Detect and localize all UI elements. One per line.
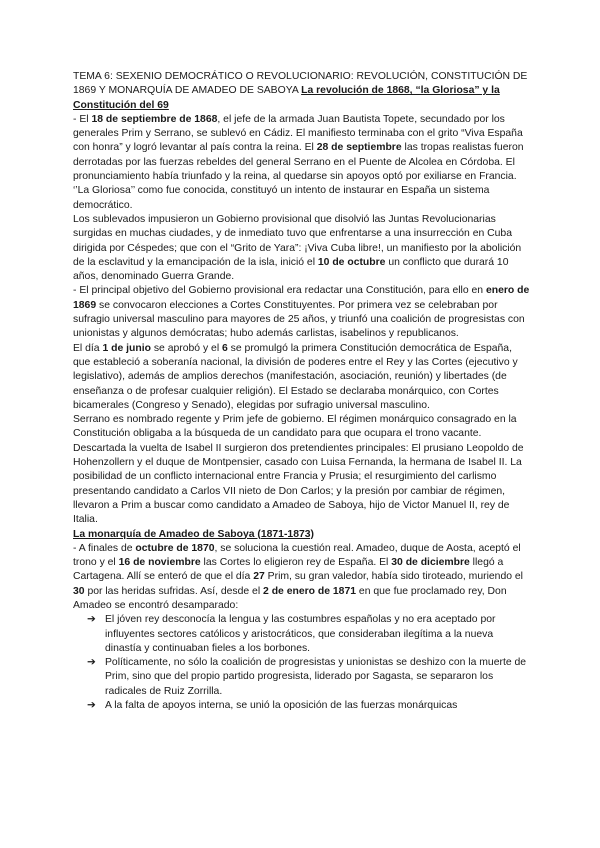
section-heading-amadeo: La monarquía de Amadeo de Saboya (1871-1873) <box>73 528 314 540</box>
p6-date-3: 30 de diciembre <box>391 557 470 569</box>
p4-d: se promulgó la primera Constitución democrática de España, que estableció a soberanía nacional, la división de poderes entre el Rey y las Cortes (ejecutivo y legislativo), además de amplios derechos (manifestación, asociación, reunión) y libertades (de enseñanza o de profesar cualquier religión). El Estado se declaraba monárquico, con Cortes bicamerales (Congreso y Senado), elegidas por sufragio universal masculino. <box>73 342 518 411</box>
p4-c: se aprobó y el <box>150 342 223 354</box>
p4-a: El día <box>73 342 103 354</box>
list-item-text: Políticamente, no sólo la coalición de progresistas y unionistas se deshizo con la muerte de Prim, sino que del propio partido progresista, liderado por Sagasta, se separaron los radicales de Ruiz Zorrilla. <box>105 657 527 697</box>
p3-a: - El principal objetivo del Gobierno provisional era redactar una Constitución, para ello en <box>73 285 486 297</box>
p6-a: - A finales de <box>73 542 136 554</box>
p6-date-2: 16 de noviembre <box>118 557 201 569</box>
list-item <box>87 613 531 656</box>
list-item-text: A la falta de apoyos interna, se unió la oposición de las fuerzas monárquicas <box>105 700 458 712</box>
p4-date-2: 6 <box>222 342 228 354</box>
p3-c: se convocaron elecciones a Cortes Constituyentes. Por primera vez se celebraban por sufragio universal masculino para mayores de 25 años, y triunfó una coalición de progresistas con unionistas y algunos demócratas; hubo además carlistas, isabelinos y republicanos. <box>73 299 525 340</box>
paragraph-5: Serrano es nombrado regente y Prim jefe de gobierno. El régimen monárquico consagrado en la Constitución obligaba a la búsqueda de un candidato para que ocupara el trono vacante. Descartada la vuelta de Isabel II surgieron dos pretendientes principales: El prusiano Leopoldo de Hohenzollern y el duque de Montpensier, casado con Luisa Fernanda, la hermana de Isabel II. La posibilidad de un conflicto internacional entre Francia y Prusia; el resurgimiento del carlismo presentando candidato a Carlos VII nieto de Don Carlos; y la presión por cambiar de régimen, llevaron a Prim a buscar como candidato a Amadeo de Saboya, hijo de Victor Manuel II, rey de Italia. <box>73 414 524 526</box>
bullet-list <box>73 613 531 713</box>
title-text: TEMA 6: SEXENIO DEMOCRÁTICO O REVOLUCIONARIO: REVOLUCIÓN, CONSTITUCIÓN DE 1869 Y MONARQUÍA DE AMADEO DE SABOYA <box>73 71 528 97</box>
p1-d: las tropas realistas fueron derrotadas por las fuerzas rebeldes del general Serrano en el Puente de Alcolea en Córdoba. El pronunciamiento había triunfado y la reina, al quedarse sin apoyos optó por exiliarse en Francia. ‘’La Gloriosa’’ como fue conocida, constituyó un intento de instaurar en España un sistema democrático. <box>73 142 524 211</box>
p6-date-1: octubre de 1870 <box>135 542 215 554</box>
list-item-text: El jóven rey desconocía la lengua y las costumbres españolas y no era aceptado por influyentes sectores católicos y aristocráticos, que consideraban ilegítima a la nueva dinastía y continuaban fieles a los borbones. <box>105 614 496 654</box>
list-item <box>87 656 531 699</box>
arrow-right-icon: ➔ <box>87 614 96 626</box>
p1-c: , el jefe de la armada Juan Bautista Topete, secundado por los generales Prim y Serrano, se sublevó en Cádiz. El manifiesto terminaba con el grito “Viva España con honra” y logró levantar al país contra la reina. El <box>73 113 523 154</box>
p6-d: las Cortes lo eligieron rey de España. El <box>200 557 392 569</box>
p2-date-1: 10 de octubre <box>317 256 386 268</box>
p6-c: , se soluciona la cuestión real. Amadeo, duque de Aosta, aceptó el trono y el <box>73 542 521 569</box>
paragraph-1 <box>73 113 531 213</box>
p6-e: llegó a Cartagena. Allí se enteró de que el día <box>73 557 504 583</box>
paragraph-2 <box>73 213 531 284</box>
p6-h: en que fue proclamado rey, Don Amadeo se encontró desamparado: <box>73 585 507 611</box>
p4-date-1: 1 de junio <box>102 342 151 354</box>
p1-a: - El <box>73 113 92 125</box>
section-heading-revolution: La revolución de 1868, “la Gloriosa” y la Constitución del 69 <box>73 85 500 111</box>
paragraph-4 <box>73 342 531 413</box>
p1-date-1: 18 de septiembre de 1868 <box>91 113 218 125</box>
arrow-right-icon: ➔ <box>87 657 96 669</box>
p2-a: Los sublevados impusieron un Gobierno provisional que disolvió las Juntas Revolucionarias surgidas en muchas ciudades, y de inmediato tuvo que enfrentarse a una insurrección en Cuba dirigida por Céspedes; que con el “Grito de Yara”: ¡Viva Cuba libre!, un manifiesto por la abolición de la esclavitud y la emancipación de la isla, inició el <box>73 213 522 268</box>
p6-f: Prim, su gran valedor, había sido tiroteado, muriendo el <box>264 571 523 583</box>
document-title <box>73 70 531 113</box>
p6-date-6: 2 de enero de 1871 <box>263 585 357 597</box>
p6-date-4: 27 <box>253 571 265 583</box>
document-body <box>73 70 531 713</box>
list-item <box>87 699 531 713</box>
p3-date-1: enero de 1869 <box>73 285 530 311</box>
p6-date-5: 30 <box>73 585 85 597</box>
p1-date-2: 28 de septiembre <box>316 142 402 154</box>
p6-g: por las heridas sufridas. Así, desde el <box>84 585 264 597</box>
arrow-right-icon: ➔ <box>87 700 96 712</box>
p2-c: un conflicto que durará 10 años, denominado Guerra Grande. <box>73 256 509 283</box>
paragraph-6 <box>73 542 531 613</box>
paragraph-3 <box>73 284 531 341</box>
